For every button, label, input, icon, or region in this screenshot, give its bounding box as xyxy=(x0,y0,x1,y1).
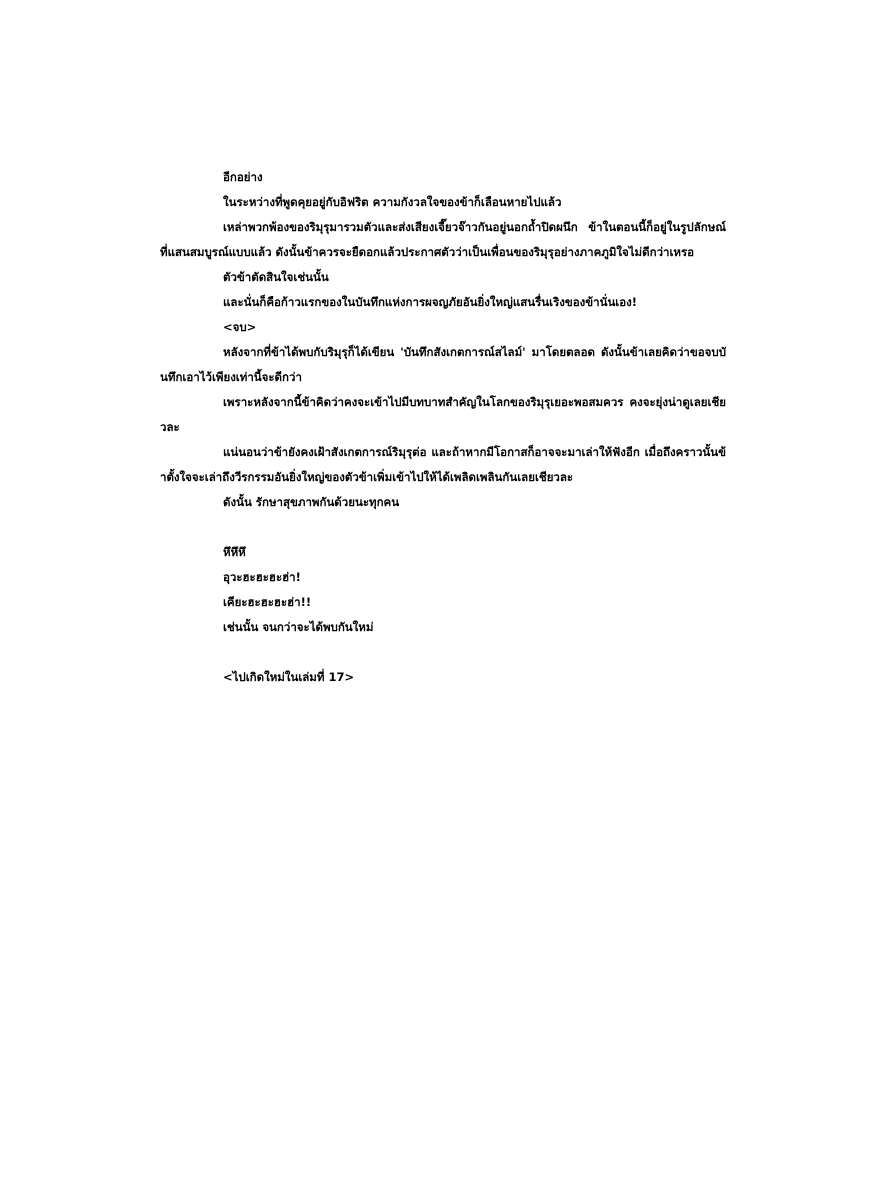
paragraph: เหล่าพวกพ้องของริมุรุมารวมตัวและส่งเสียงเจี๊ยวจ๊าวกันอยู่นอกถ้ำปิดผนึก ข้าในตอนนี้ก็อยู่ในรูปลักษณ์ที่แสนสมบูรณ์แบบแล้ว ดังนั้นข้าควรจะยืดอกแล้วประกาศตัวว่าเป็นเพื่อนของริมุรุอย่างภาคภูมิใจไม่ดีกว่าเหรอ xyxy=(160,220,726,259)
paragraph: เพราะหลังจากนี้ข้าคิดว่าคงจะเข้าไปมีบทบาทสำคัญในโลกของริมุรุเยอะพอสมควร คงจะยุ่งน่าดูเลยเชียวละ xyxy=(160,395,726,434)
end-marker: <จบ> xyxy=(223,320,257,334)
closing-line: อุวะฮะฮะฮะฮ่า! xyxy=(223,570,301,584)
closing-line: เช่นนั้น จนกว่าจะได้พบกันใหม่ xyxy=(223,620,374,634)
paragraph: อีกอย่าง xyxy=(223,170,263,184)
document-body xyxy=(160,165,726,690)
paragraph: ในระหว่างที่พูดคุยอยู่กับอิฟริต ความกังวลใจของข้าก็เลือนหายไปแล้ว xyxy=(223,195,562,209)
closing-line: หึหึหึ xyxy=(223,545,246,559)
paragraph: หลังจากที่ข้าได้พบกับริมุรุก็ได้เขียน 'บันทึกสังเกตการณ์สไลม์' มาโดยตลอด ดังนั้นข้าเลยคิดว่าขอจบบันทึกเอาไว้เพียงเท่านี้จะดีกว่า xyxy=(160,345,726,384)
paragraph: ดังนั้น รักษาสุขภาพกันด้วยนะทุกคน xyxy=(223,495,400,509)
paragraph: แน่นอนว่าข้ายังคงเฝ้าสังเกตการณ์ริมุรุต่อ และถ้าหากมีโอกาสก็อาจจะมาเล่าให้ฟังอีก เมื่อถึงคราวนั้นข้าตั้งใจจะเล่าถึงวีรกรรมอันยิ่งใหญ่ของตัวข้าเพิ่มเข้าไปให้ได้เพลิดเพลินกันเลยเชียวละ xyxy=(160,445,726,484)
paragraph: ตัวข้าตัดสินใจเช่นนั้น xyxy=(223,270,329,284)
next-volume-note: <ไปเกิดใหม่ในเล่มที่ 17> xyxy=(223,670,355,684)
blank-line xyxy=(160,640,726,665)
closing-line: เคียะฮะฮะฮะฮ่า!! xyxy=(223,595,312,609)
paragraph: และนั่นก็คือก้าวแรกของในบันทึกแห่งการผจญภัยอันยิ่งใหญ่แสนรื่นเริงของข้านั่นเอง! xyxy=(223,295,638,309)
blank-line xyxy=(160,515,726,540)
